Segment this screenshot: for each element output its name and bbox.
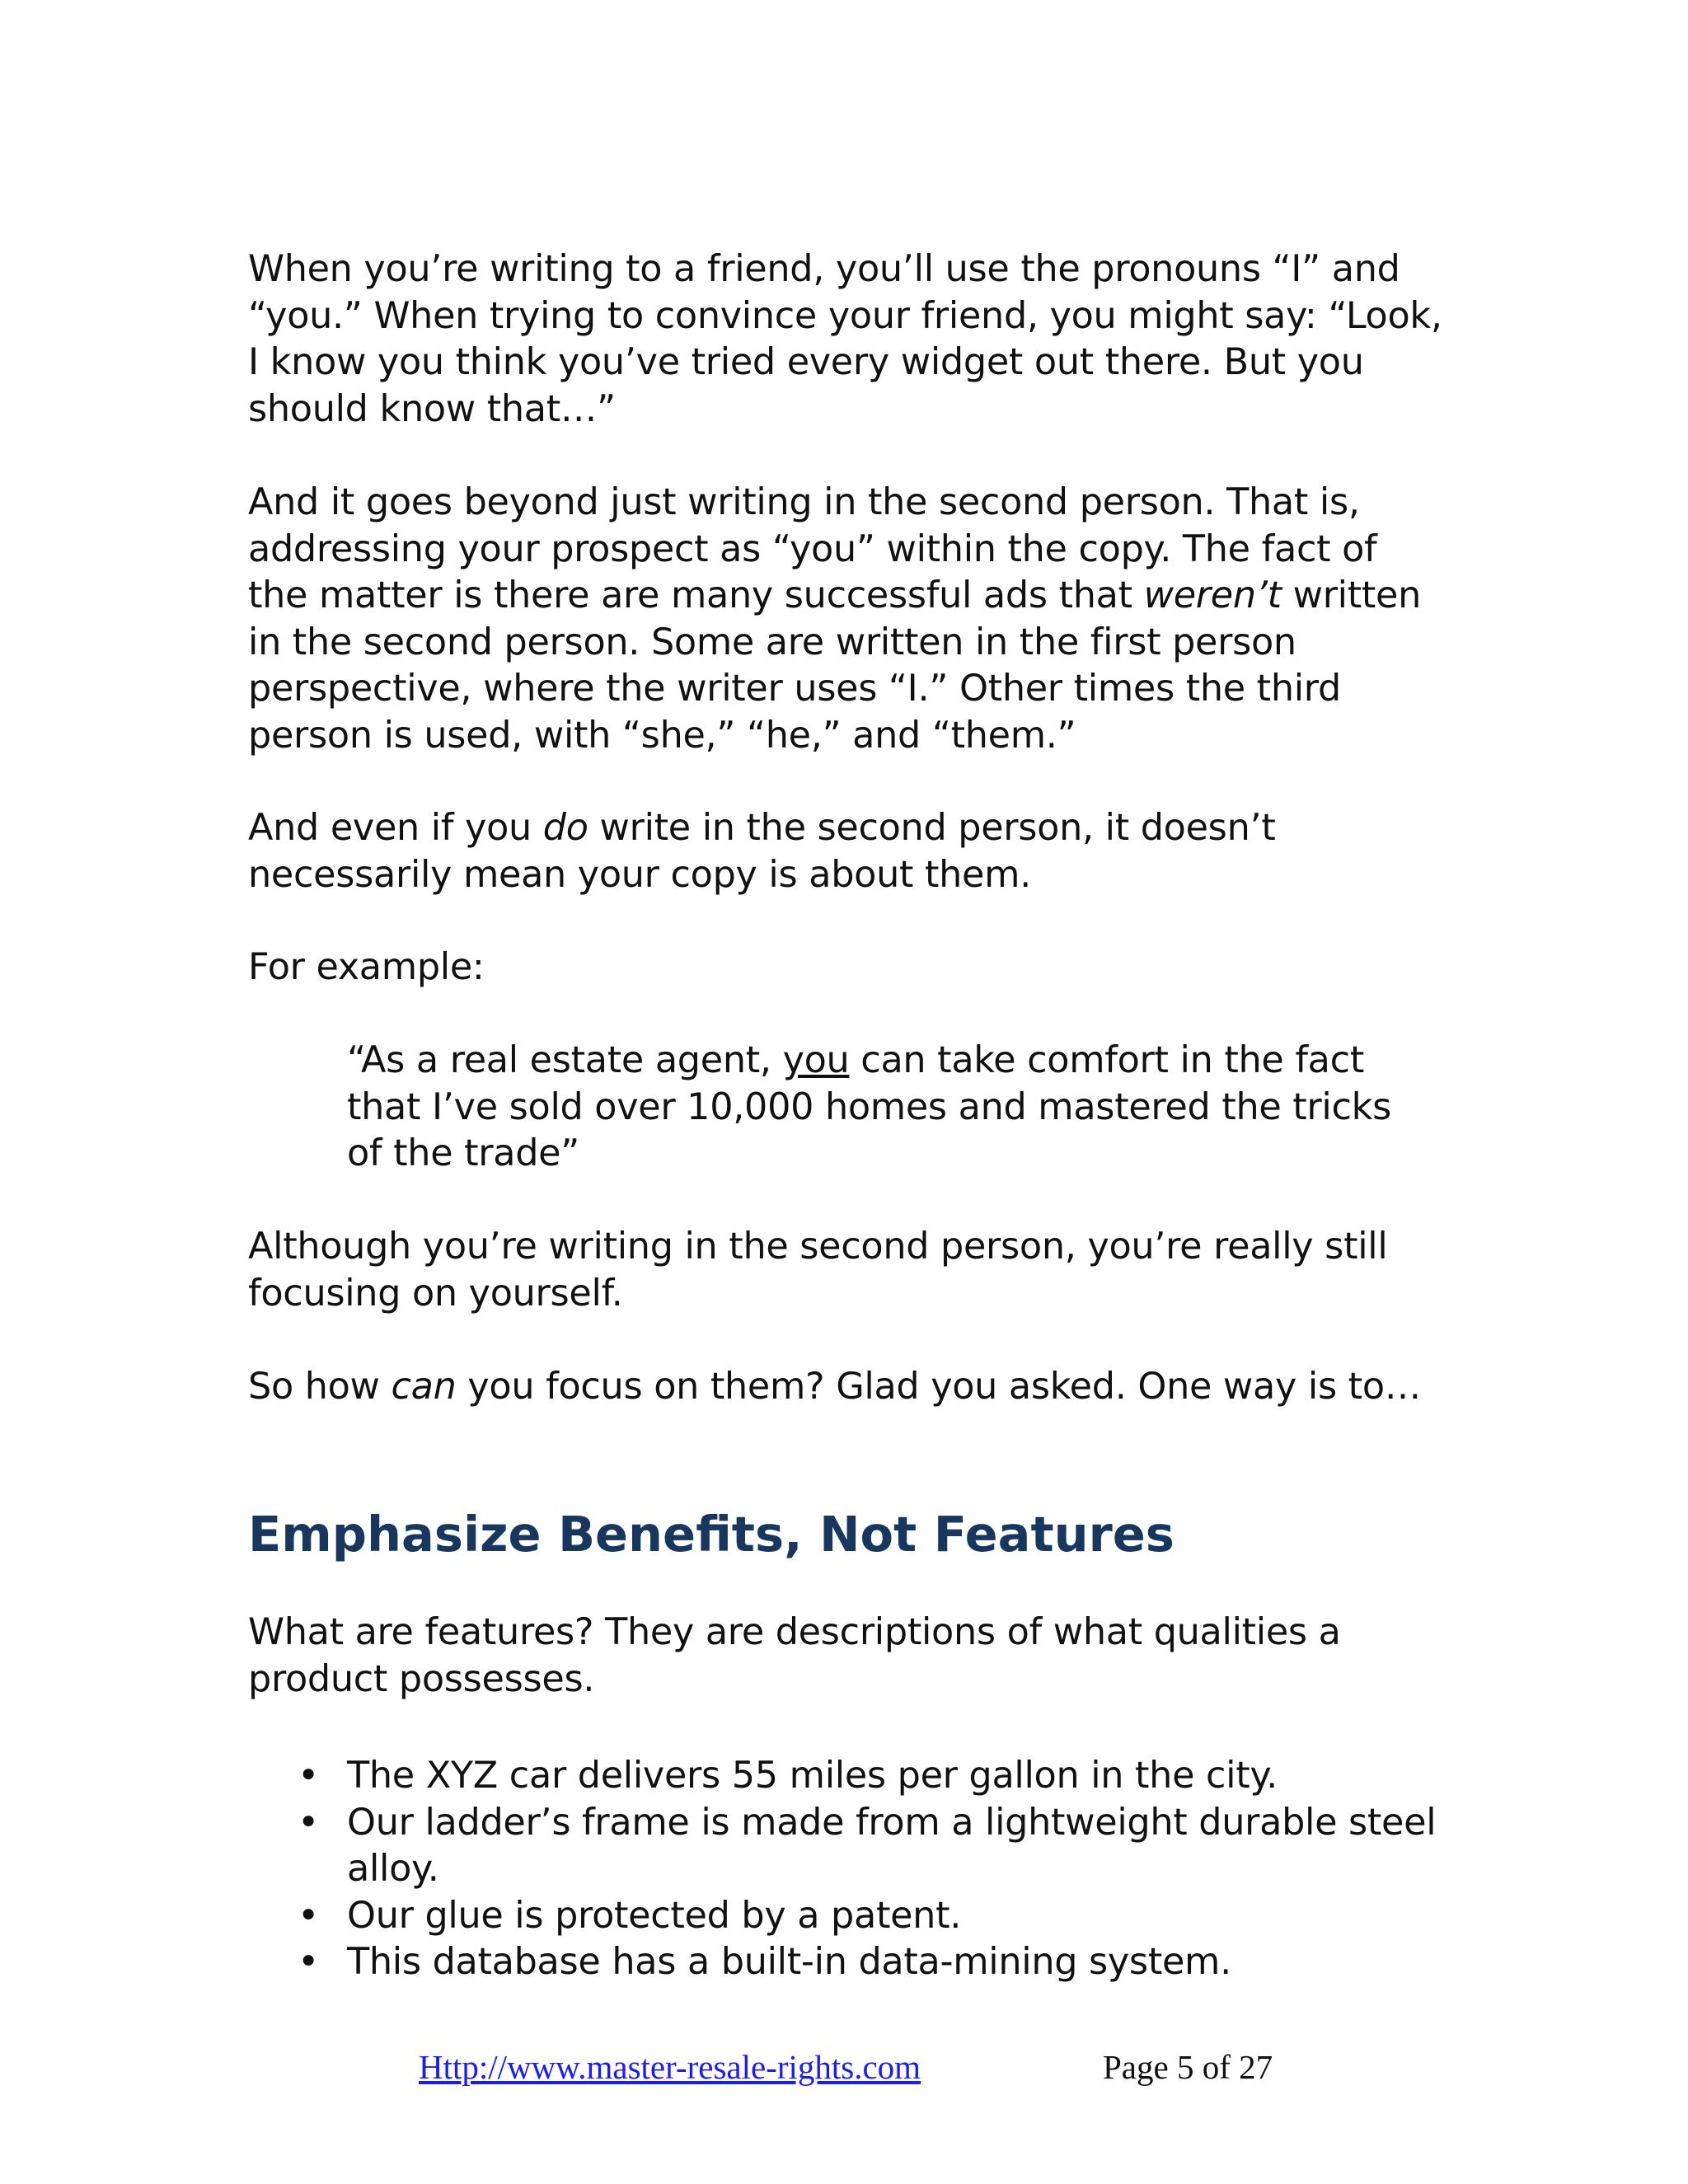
paragraph-second-person-text-a: And it goes beyond just writing in the second person. That is, addressing your prospect as “you” within the copy. The fact of the matter is there are many successful ads that (248, 481, 1377, 616)
bullet-icon: • (298, 1894, 319, 1937)
feature-list (248, 1753, 1443, 1986)
paragraph-pronouns (248, 246, 1443, 433)
paragraph-so-how-text-b: you focus on them? Glad you asked. One way is to… (456, 1366, 1421, 1408)
list-item (248, 1893, 1443, 1940)
paragraph-although (248, 1224, 1443, 1317)
paragraph-second-person (248, 480, 1443, 759)
list-item-text: This database has a built-in data-mining system. (347, 1941, 1231, 1983)
paragraph-features-text: What are features? They are descriptions of what qualities a product possesses. (248, 1611, 1341, 1700)
emphasis-can: can (391, 1366, 457, 1408)
emphasis-werent: weren’t (1143, 574, 1282, 616)
list-item (248, 1939, 1443, 1986)
underline-you: you (782, 1039, 850, 1081)
paragraph-second-person-text-b: written in the second person. Some are written in the first person perspective, where the writer uses “I.” Other times the third person is used, with “she,” “he,” and “them.” (248, 574, 1422, 757)
bullet-icon: • (298, 1801, 319, 1844)
list-item-text: Our ladder’s frame is made from a lightweight durable steel alloy. (347, 1801, 1437, 1890)
list-item (248, 1800, 1443, 1893)
quote-text-a: “As a real estate agent, (347, 1039, 783, 1081)
paragraph-so-how (248, 1364, 1443, 1411)
footer-website-link[interactable]: Http://www.master-resale-rights.com (419, 2048, 921, 2086)
paragraph-although-text: Although you’re writing in the second person, you’re really still focusing on yourself. (248, 1226, 1388, 1315)
footer-page-number: Page 5 of 27 (1103, 2048, 1273, 2086)
paragraph-for-example (248, 944, 1443, 991)
quote-block (347, 1038, 1418, 1178)
section-heading: Emphasize Benefits, Not Features (248, 1506, 1175, 1563)
paragraph-even-if-text-a: And even if you (248, 807, 543, 849)
list-item-text: The XYZ car delivers 55 miles per gallon in the city. (347, 1755, 1278, 1797)
emphasis-do: do (542, 807, 588, 849)
list-item (248, 1753, 1443, 1800)
bullet-icon: • (298, 1941, 319, 1983)
paragraph-even-if (248, 805, 1443, 898)
paragraph-pronouns-text: When you’re writing to a friend, you’ll use the pronouns “I” and “you.” When trying to convince your friend, you might say: “Look, I know you think you’ve tried every widget out there. But you should know that…” (248, 248, 1442, 430)
paragraph-for-example-text: For example: (248, 946, 485, 988)
bullet-icon: • (298, 1755, 319, 1797)
paragraph-features (248, 1610, 1443, 1703)
list-item-text: Our glue is protected by a patent. (347, 1894, 962, 1937)
paragraph-even-if-text-b: write in the second person, it doesn’t necessarily mean your copy is about them. (248, 807, 1276, 896)
paragraph-so-how-text-a: So how (248, 1366, 392, 1408)
quote-text-b: can take comfort in the fact that I’ve sold over 10,000 homes and mastered the tricks of the trade” (347, 1039, 1392, 1174)
